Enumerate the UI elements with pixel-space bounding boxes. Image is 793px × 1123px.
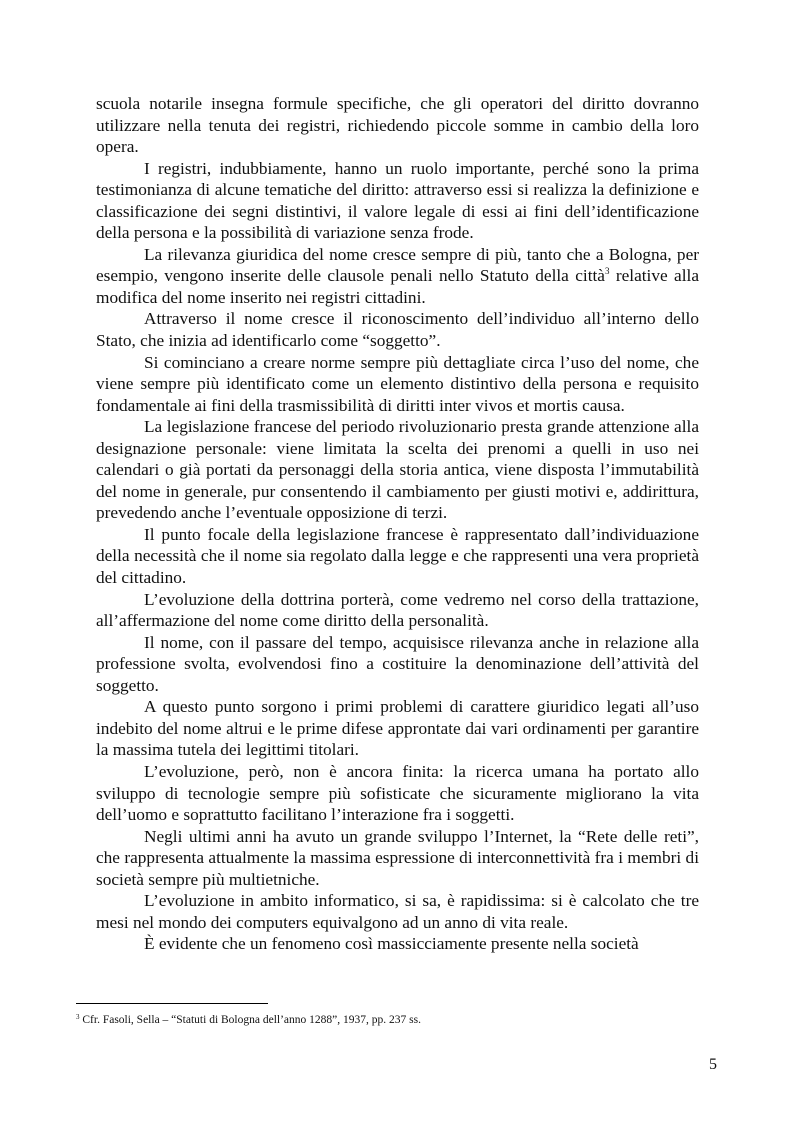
paragraph-text: La rilevanza giuridica del nome cresce sempre di più, tanto che a Bologna, per esempio, vengono inserite delle clausole penali nello Statuto della città xyxy=(96,244,699,286)
paragraph: La legislazione francese del periodo rivoluzionario presta grande attenzione alla designazione personale: viene limitata la scelta dei prenomi a quelli in uso nei calendari o già portati da personaggi della storia antica, viene disposta l’immutabilità del nome in generale, pur consentendo il cambiamento per giusti motivi e, addirittura, prevedendo anche l’eventuale opposizione di terzi. xyxy=(96,417,699,523)
paragraph: È evidente che un fenomeno così massicciamente presente nella società xyxy=(144,934,639,954)
paragraph: L’evoluzione della dottrina porterà, come vedremo nel corso della trattazione, all’affermazione del nome come diritto della personalità. xyxy=(96,589,699,631)
footnote-reference[interactable]: 3 xyxy=(604,266,610,277)
paragraph: L’evoluzione in ambito informatico, si sa, è rapidissima: si è calcolato che tre mesi nel mondo dei computers equivalgono ad un anno di vita reale. xyxy=(96,891,699,932)
paragraph: Attraverso il nome cresce il riconoscimento dell’individuo all’interno dello Stato, che inizia ad identificarlo come “soggetto”. xyxy=(96,309,699,351)
paragraph: Si cominciano a creare norme sempre più dettagliate circa l’uso del nome, che viene sempre più identificato come un elemento distintivo della persona e requisito fondamentale ai fini della trasmissibilità di diritti inter vivos et mortis causa. xyxy=(96,352,699,415)
paragraph: L’evoluzione, però, non è ancora finita: la ricerca umana ha portato allo sviluppo di tecnologie sempre più sofisticate che sicuramente migliorano la vita dell’uomo e soprattutto facilitano l’interazione fra i soggetti. xyxy=(96,761,699,825)
paragraph: Il nome, con il passare del tempo, acquisisce rilevanza anche in relazione alla professione svolta, evolvendosi fino a costituire la denominazione dell’attività del soggetto. xyxy=(96,632,699,695)
footnote xyxy=(76,1013,716,1027)
footnote-number: 3 xyxy=(76,1013,80,1021)
paragraph xyxy=(96,244,699,309)
paragraph: I registri, indubbiamente, hanno un ruolo importante, perché sono la prima testimonianza di alcune tematiche del diritto: attraverso essi si realizza la definizione e classificazione dei segni distintivi, il valore legale di essi ai fini dell’identificazione della persona e la possibilità di variazione senza frode. xyxy=(96,158,699,243)
page-number: 5 xyxy=(709,1056,717,1073)
body-text xyxy=(96,93,699,955)
paragraph: A questo punto sorgono i primi problemi di carattere giuridico legati all’uso indebito del nome altrui e le prime difese approntate dai vari ordinamenti per garantire la massima tutela dei legittimi titolari. xyxy=(96,697,699,760)
paragraph-text: relative alla modifica del nome inserito nei registri cittadini. xyxy=(96,266,699,307)
footnote-separator xyxy=(76,1003,268,1004)
footnote-text: Cfr. Fasoli, Sella – “Statuti di Bologna dell’anno 1288”, 1937, pp. 237 ss. xyxy=(79,1014,421,1026)
paragraph: scuola notarile insegna formule specifiche, che gli operatori del diritto dovranno utilizzare nella tenuta dei registri, richiedendo piccole somme in cambio della loro opera. xyxy=(96,94,699,157)
paragraph: Negli ultimi anni ha avuto un grande sviluppo l’Internet, la “Rete delle reti”, che rappresenta attualmente la massima espressione di interconnettività fra i membri di società sempre più multietniche. xyxy=(96,826,699,889)
paragraph: Il punto focale della legislazione francese è rappresentato dall’individuazione della necessità che il nome sia regolato dalla legge e che rappresenti una vera proprietà del cittadino. xyxy=(96,524,699,588)
